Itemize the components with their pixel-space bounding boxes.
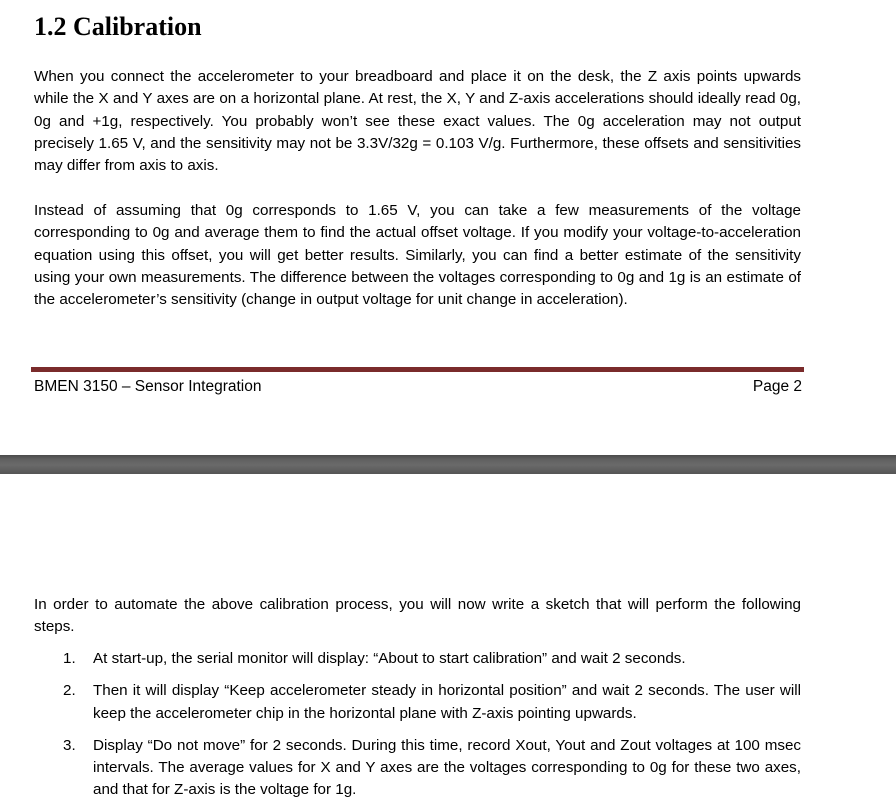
list-item-text: Then it will display “Keep accelerometer steady in horizontal position” and wait 2 seconds. The user will keep the accelerometer chip in the horizontal plane with Z-axis pointing upwards. [93, 682, 801, 722]
paragraph-calibration-intro: When you connect the accelerometer to your breadboard and place it on the desk, the Z axis points upwards while the X and Y axes are on a horizontal plane. At rest, the X, Y and Z-axis accelerations should ideally read 0g, 0g and +1g, respectively. You probably won’t see these exact values. The 0g acceleration may not output precisely 1.65 V, and the sensitivity may not be 3.3V/32g = 0.103 V/g. Furthermore, these offsets and sensitivities may differ from axis to axis. [34, 68, 801, 175]
list-item [34, 735, 801, 802]
list-item-number: 2. [63, 682, 76, 700]
list-item [34, 648, 801, 670]
calibration-steps-list [34, 648, 801, 807]
list-item-text: At start-up, the serial monitor will display: “About to start calibration” and wait 2 seconds. [93, 650, 686, 667]
footer-rule [31, 367, 804, 372]
page-separator [0, 455, 896, 474]
paragraph-offset-measurement: Instead of assuming that 0g corresponds to 1.65 V, you can take a few measurements of the voltage corresponding to 0g and average them to find the actual offset voltage. If you modify your voltage-to-acceleration equation using this offset, you will get better results. Similarly, you can find a better estimate of the sensitivity using your own measurements. The difference between the voltages corresponding to 0g and 1g is an estimate of the accelerometer’s sensitivity (change in output voltage for unit change in acceleration). [34, 202, 801, 309]
list-item-number: 3. [63, 736, 76, 754]
list-item [34, 680, 801, 725]
paragraph-automation-intro: In order to automate the above calibration process, you will now write a sketch that will perform the following steps. [34, 596, 801, 636]
footer-page-number: Page 2 [752, 378, 802, 395]
section-heading: 1.2 Calibration [34, 12, 202, 41]
footer-course-title: BMEN 3150 – Sensor Integration [34, 378, 262, 395]
list-item-text: Display “Do not move” for 2 seconds. During this time, record Xout, Yout and Zout voltages at 100 msec intervals. The average values for X and Y axes are the voltages corresponding to 0g for these two axes, and that for Z-axis is the voltage for 1g. [93, 736, 801, 799]
list-item-number: 1. [63, 650, 76, 667]
